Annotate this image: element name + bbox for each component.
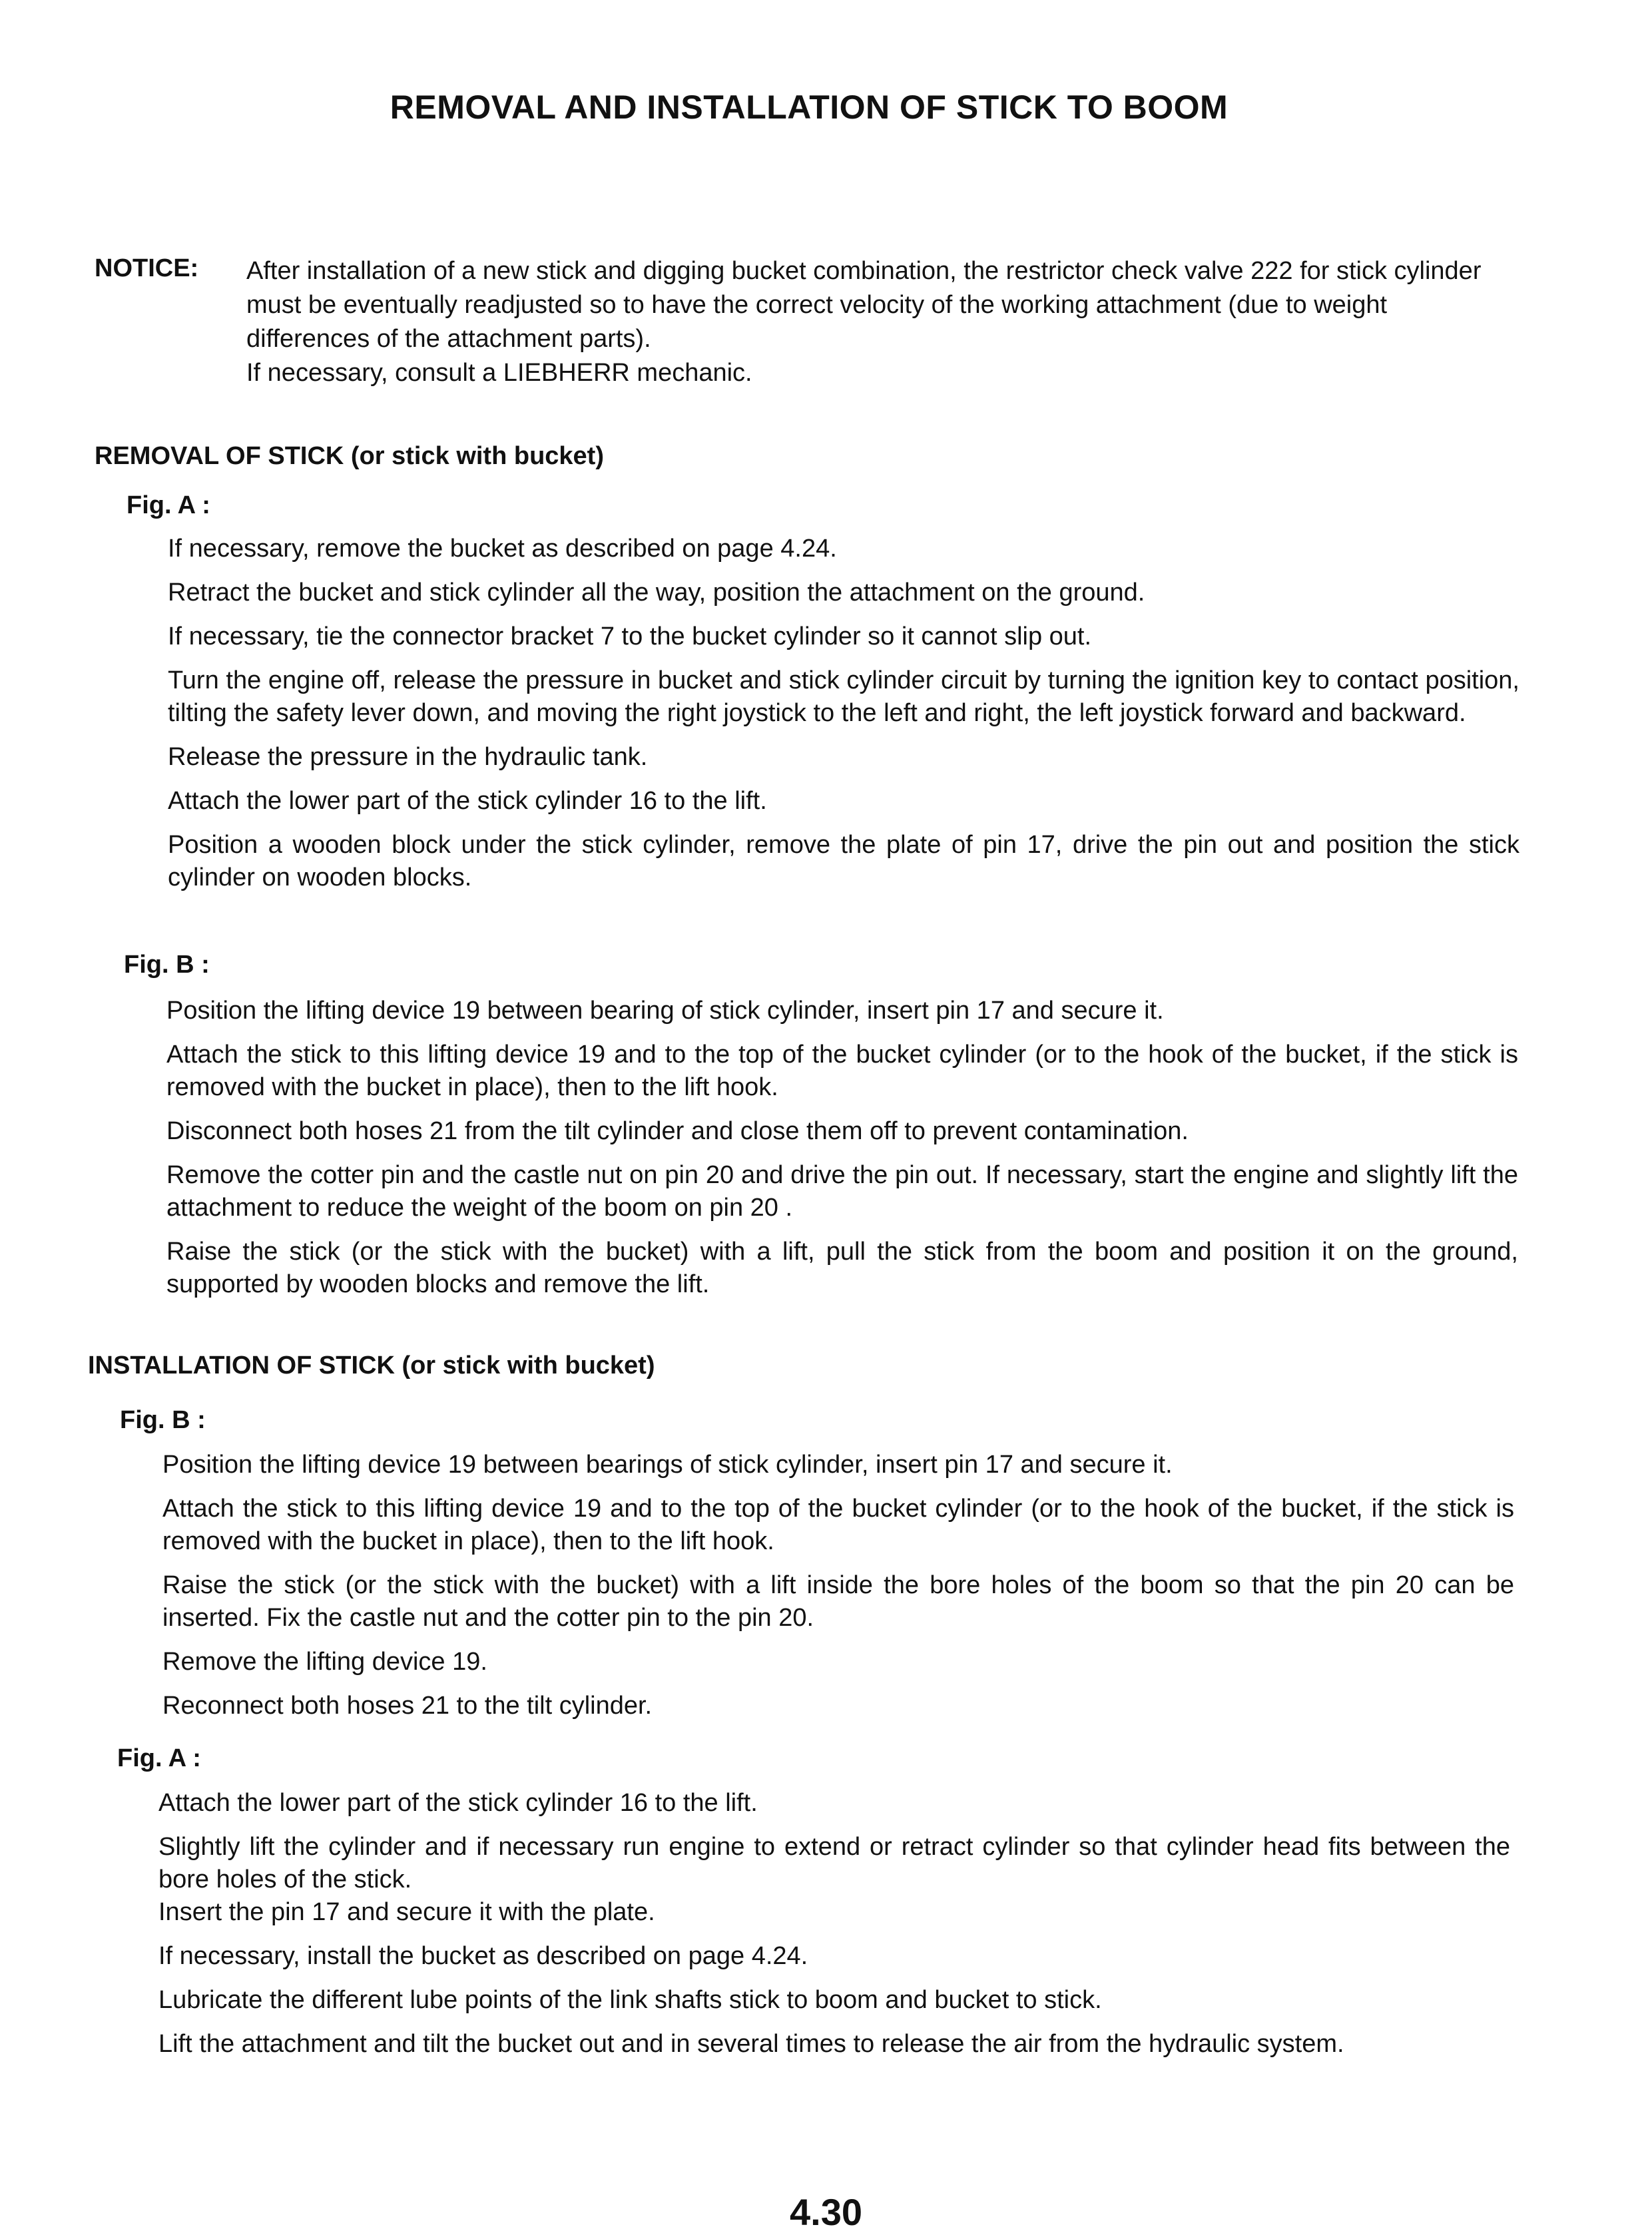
step-item: Disconnect both hoses 21 from the tilt cylinder and close them off to prevent contamination. xyxy=(166,1117,1189,1145)
step-item: Retract the bucket and stick cylinder all the way, position the attachment on the ground. xyxy=(168,579,1145,607)
step-item: Slightly lift the cylinder and if necessary run engine to extend or retract cylinder so that cylinder head fits between the bore holes of the stick. xyxy=(158,1833,1510,1893)
installation-fig-b-steps xyxy=(162,1449,1514,1734)
page-number: 4.30 xyxy=(790,2191,862,2233)
installation-fig-b-label: Fig. B : xyxy=(120,1406,206,1434)
step-item: Release the pressure in the hydraulic tank. xyxy=(168,743,648,771)
step-item: Remove the cotter pin and the castle nut on pin 20 and drive the pin out. If necessary, start the engine and slightly lift the attachment to reduce the weight of the boom on pin 20 . xyxy=(166,1161,1518,1222)
removal-fig-a-steps xyxy=(168,533,1519,905)
page-title: REMOVAL AND INSTALLATION OF STICK TO BOOM xyxy=(390,89,1229,126)
step-item: If necessary, tie the connector bracket 7 to the bucket cylinder so it cannot slip out. xyxy=(168,622,1092,650)
step-item: Attach the stick to this lifting device 19 and to the top of the bucket cylinder (or to the hook of the bucket, if the stick is removed with the bucket in place), then to the lift hook. xyxy=(166,1041,1518,1101)
step-item: Position the lifting device 19 between bearings of stick cylinder, insert pin 17 and secure it. xyxy=(162,1451,1173,1479)
step-item: Attach the lower part of the stick cylinder 16 to the lift. xyxy=(158,1789,758,1817)
step-item: Position the lifting device 19 between bearing of stick cylinder, insert pin 17 and secure it. xyxy=(166,997,1164,1025)
removal-heading: REMOVAL OF STICK (or stick with bucket) xyxy=(95,442,604,470)
notice-line: If necessary, consult a LIEBHERR mechanic. xyxy=(246,359,752,387)
step-item: Raise the stick (or the stick with the bucket) with a lift inside the bore holes of the boom so that the pin 20 can be inserted. Fix the castle nut and the cotter pin to the pin 20. xyxy=(162,1571,1514,1632)
step-item: Raise the stick (or the stick with the bucket) with a lift, pull the stick from the boom and position it on the ground, supported by wooden blocks and remove the lift. xyxy=(166,1238,1518,1298)
notice-text xyxy=(246,254,1512,390)
step-item: Reconnect both hoses 21 to the tilt cylinder. xyxy=(162,1692,653,1720)
step-item: If necessary, remove the bucket as described on page 4.24. xyxy=(168,535,837,563)
installation-fig-a-label: Fig. A : xyxy=(117,1744,201,1772)
step-item: Attach the lower part of the stick cylinder 16 to the lift. xyxy=(168,787,767,815)
step-item: Insert the pin 17 and secure it with the plate. xyxy=(158,1898,655,1926)
step-item: Attach the stick to this lifting device 19 and to the top of the bucket cylinder (or to the hook of the bucket, if the stick is removed with the bucket in place), then to the lift hook. xyxy=(162,1495,1514,1555)
removal-fig-b-steps xyxy=(166,995,1518,1312)
removal-fig-a-label: Fig. A : xyxy=(127,491,210,519)
step-item: Lubricate the different lube points of the link shafts stick to boom and bucket to stick. xyxy=(158,1986,1102,2014)
step-item: If necessary, install the bucket as described on page 4.24. xyxy=(158,1942,808,1970)
step-item: Turn the engine off, release the pressure in bucket and stick cylinder circuit by turning the ignition key to contact position, tilting the safety lever down, and moving the right joystick to the left and right, the left joystick forward and backward. xyxy=(168,666,1519,727)
step-item: Remove the lifting device 19. xyxy=(162,1648,487,1676)
step-item: Lift the attachment and tilt the bucket out and in several times to release the air from the hydraulic system. xyxy=(158,2030,1344,2058)
step-item: Position a wooden block under the stick cylinder, remove the plate of pin 17, drive the pin out and position the stick cylinder on wooden blocks. xyxy=(168,831,1519,891)
removal-fig-b-label: Fig. B : xyxy=(124,951,210,979)
notice-line: After installation of a new stick and digging bucket combination, the restrictor check valve 222 for stick cylinder must be eventually readjusted so to have the correct velocity of the working attachment (due to weight differences of the attachment parts). xyxy=(246,257,1482,353)
installation-heading: INSTALLATION OF STICK (or stick with bucket) xyxy=(88,1352,655,1379)
notice-label: NOTICE: xyxy=(95,254,199,282)
installation-fig-a-steps xyxy=(158,1787,1510,2072)
